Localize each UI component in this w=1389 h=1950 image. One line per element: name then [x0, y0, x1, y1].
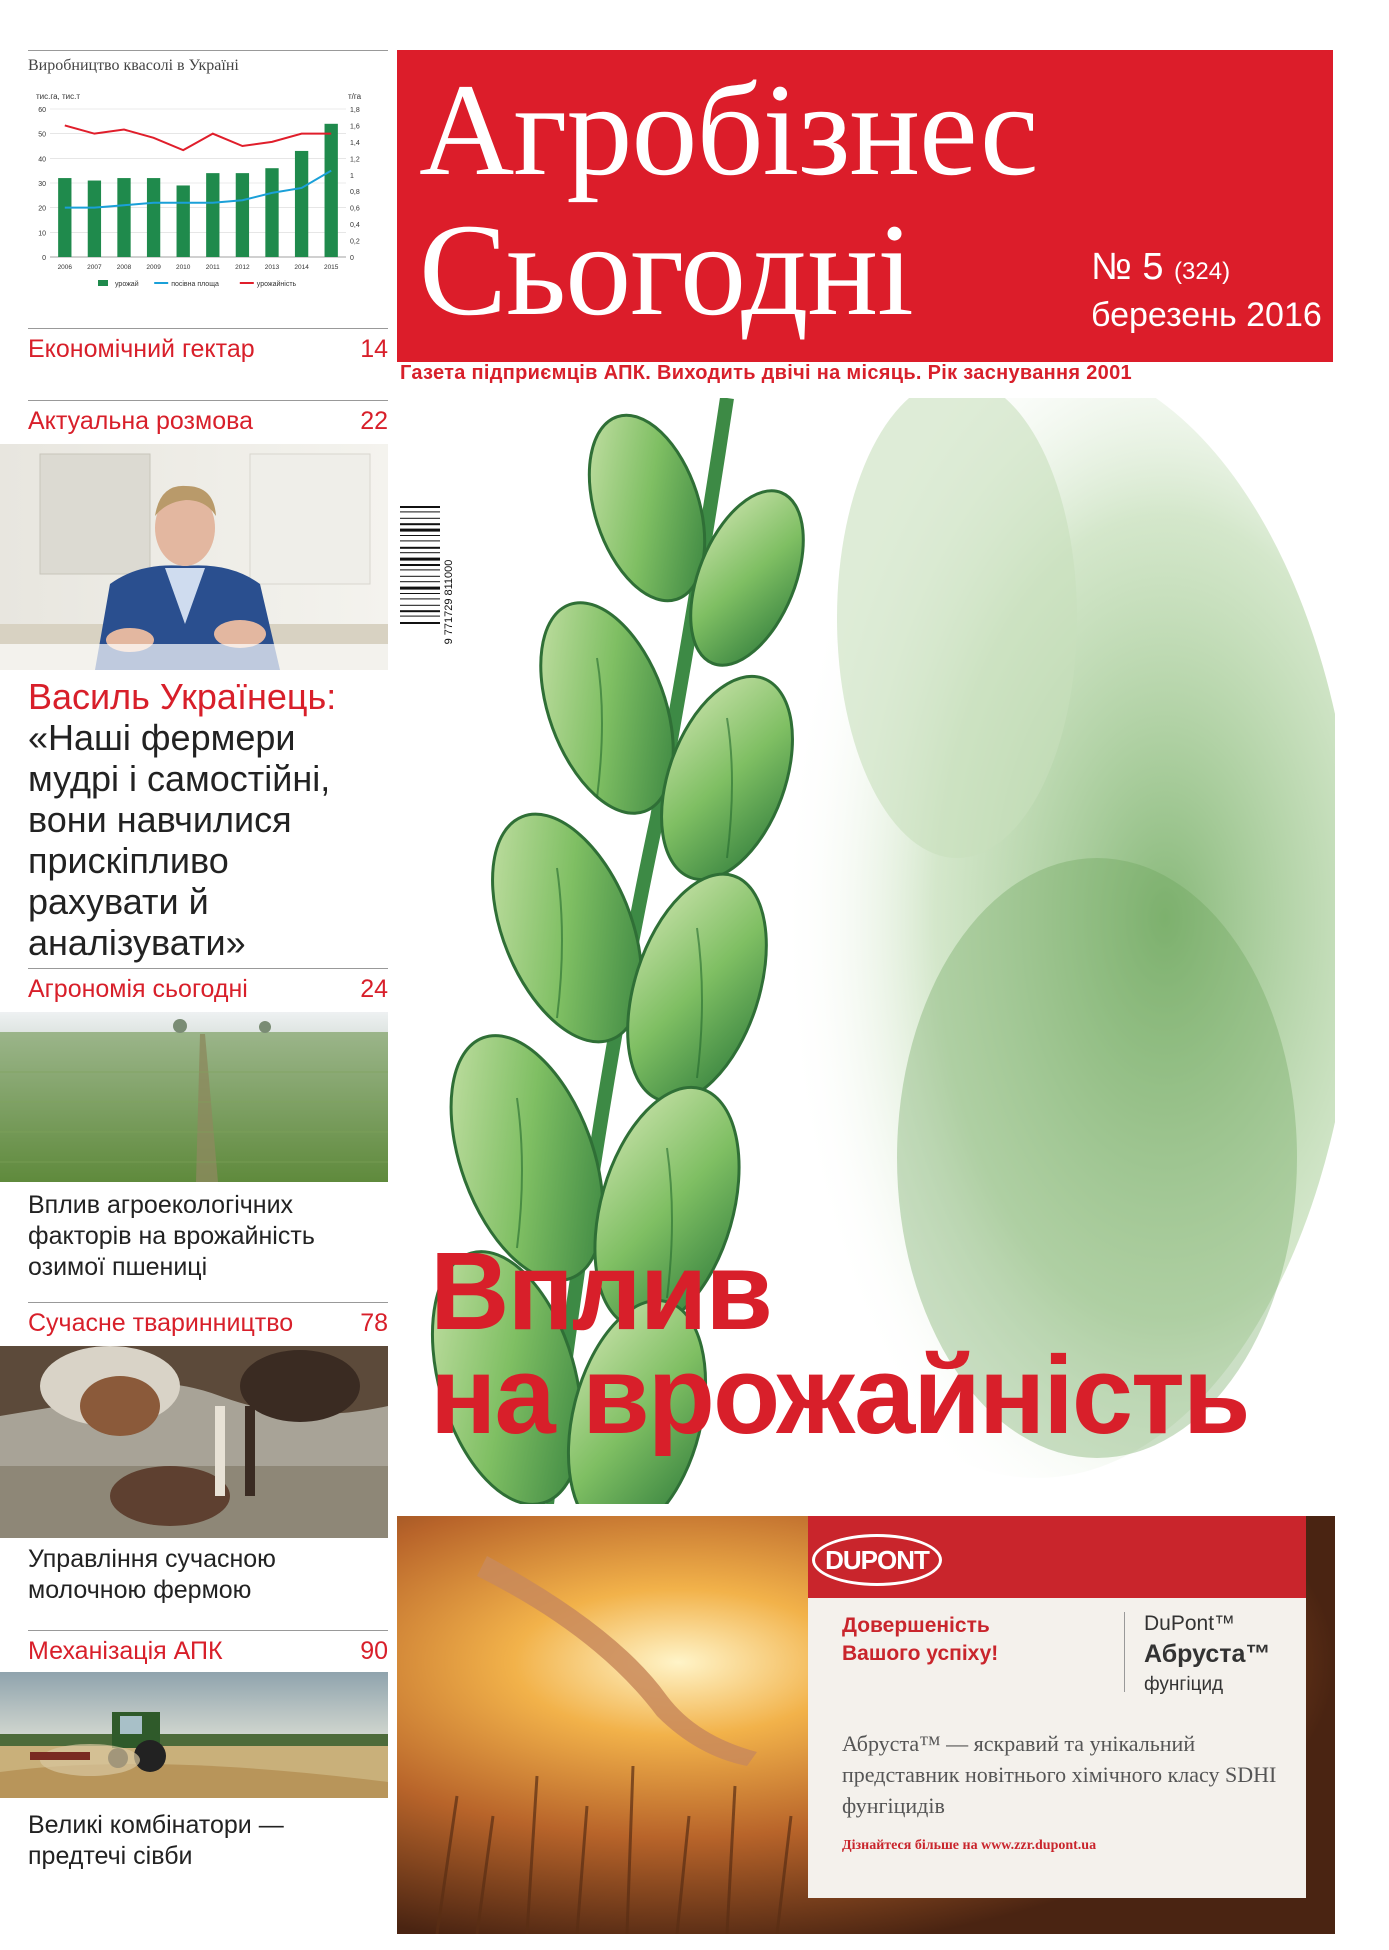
- masthead-title-line1: Агробізнес: [419, 56, 1038, 203]
- barcode-bar: [400, 622, 440, 624]
- barcode-bar: [400, 558, 440, 561]
- masthead: [397, 50, 1333, 362]
- barcode-bar: [400, 616, 440, 617]
- section-mechanization[interactable]: [28, 1630, 388, 1668]
- right-tick-label: 1,2: [350, 156, 360, 164]
- bean-production-chart: [28, 50, 388, 320]
- bar-2007: [88, 181, 101, 257]
- right-tick-label: 1,8: [350, 107, 360, 114]
- barcode-bar: [400, 587, 440, 590]
- section-label: Агрономія сьогодні: [28, 975, 248, 1003]
- legend-label: урожайність: [256, 281, 297, 288]
- right-tick-label: 0,2: [350, 238, 360, 246]
- barcode: [398, 502, 462, 702]
- interviewee-name: Василь Українець:: [28, 676, 337, 717]
- machinery-caption[interactable]: Великі комбінатори — предтечі сівби: [28, 1811, 284, 1870]
- x-tick-label: 2007: [87, 264, 102, 271]
- left-tick-label: 60: [38, 107, 46, 114]
- x-tick-label: 2010: [175, 264, 191, 271]
- left-tick-label: 30: [38, 181, 46, 188]
- bar-2008: [117, 178, 130, 257]
- section-page: 78: [360, 1309, 388, 1337]
- barcode-bar: [400, 547, 440, 549]
- section-economic-hectare[interactable]: [28, 328, 388, 366]
- section-agronomy[interactable]: [28, 968, 388, 1006]
- right-tick-label: 0,6: [350, 205, 360, 213]
- hero-headline[interactable]: [430, 1230, 1249, 1457]
- agronomy-caption[interactable]: Вплив агроекологічних факторів на врожайність озимої пшениці: [28, 1191, 315, 1281]
- legend-label: посівна площа: [171, 281, 219, 288]
- issue-number: [1091, 246, 1230, 289]
- section-label: Економічний гектар: [28, 335, 255, 363]
- barcode-bar: [400, 598, 440, 599]
- x-tick-label: 2015: [323, 264, 339, 271]
- interview-photo: [0, 444, 388, 670]
- barcode-bar: [400, 605, 440, 606]
- right-tick-label: 1,4: [350, 139, 360, 147]
- barcode-bar: [400, 511, 440, 512]
- ad-url[interactable]: Дізнайтеся більше на www.zzr.dupont.ua: [842, 1838, 1097, 1853]
- section-label: Актуальна розмова: [28, 407, 253, 435]
- left-tick-label: 50: [38, 131, 46, 139]
- bar-2009: [147, 178, 160, 257]
- barcode-bar: [400, 593, 440, 594]
- tractor-photo: [0, 1672, 388, 1798]
- barcode-bar: [400, 610, 440, 612]
- left-tick-label: 10: [38, 230, 46, 238]
- ad-product-brand: DuPont™: [1144, 1612, 1236, 1635]
- legend-label: урожай: [115, 281, 139, 288]
- bar-2010: [177, 185, 190, 257]
- hero-headline-line1: Вплив: [430, 1230, 772, 1353]
- right-tick-label: 1,6: [350, 123, 360, 131]
- right-tick-label: 0: [350, 255, 354, 262]
- x-tick-label: 2012: [235, 264, 250, 271]
- right-tick-label: 0,4: [350, 222, 360, 230]
- barcode-bar: [400, 535, 440, 536]
- ad-slogan: Довершеність Вашого успіху!: [842, 1614, 999, 1665]
- ad-body-text: Абруста™ — яскравий та унікальний представник новітнього хімічного класу SDHI фунгіцидів: [842, 1731, 1277, 1818]
- wheat-field-photo: [0, 1012, 388, 1182]
- livestock-caption[interactable]: Управління сучасною молочною фермою: [28, 1545, 276, 1604]
- x-tick-label: 2006: [57, 264, 73, 271]
- bar-2014: [295, 151, 308, 257]
- barcode-bar: [400, 564, 440, 566]
- barcode-bar: [400, 569, 440, 570]
- x-tick-label: 2011: [205, 264, 220, 271]
- masthead-title-line2: Сьогодні: [419, 196, 913, 343]
- bar-2011: [206, 173, 219, 257]
- barcode-bar: [400, 506, 440, 508]
- ad-product-name: Абруста™: [1144, 1640, 1271, 1668]
- section-label: Сучасне тваринництво: [28, 1309, 294, 1337]
- barcode-bar: [400, 540, 440, 541]
- left-axis-label: тис.га, тис.т: [36, 92, 81, 101]
- ad-divider: [1124, 1612, 1125, 1692]
- barcode-bar: [400, 581, 440, 582]
- ad-product-type: фунгіцид: [1144, 1674, 1224, 1695]
- barcode-bar: [400, 552, 440, 553]
- barcode-bar: [400, 523, 440, 525]
- right-tick-label: 0,8: [350, 189, 360, 197]
- barcode-bar: [400, 518, 440, 519]
- section-livestock[interactable]: [28, 1302, 388, 1340]
- hero-headline-line2: на врожайність: [430, 1334, 1249, 1457]
- right-axis-label: т/га: [348, 92, 362, 101]
- tagline: Газета підприємців АПК. Виходить двічі на місяць. Рік заснування 2001: [400, 362, 1132, 384]
- bar-2012: [236, 173, 249, 257]
- chart-title: Виробництво квасолі в Україні: [28, 57, 239, 74]
- legend-swatch: [98, 280, 108, 286]
- bar-2015: [325, 124, 338, 257]
- cows-photo: [0, 1346, 388, 1538]
- line-series: [65, 125, 331, 150]
- barcode-number: 9 771729 811000: [443, 559, 455, 645]
- section-page: 22: [360, 407, 388, 435]
- left-tick-label: 40: [38, 156, 46, 164]
- issue-date: березень 2016: [1091, 296, 1322, 334]
- bar-2006: [58, 178, 71, 257]
- issue-prefix: № 5: [1091, 246, 1164, 288]
- section-page: 90: [360, 1637, 388, 1665]
- right-tick-label: 1: [350, 172, 354, 180]
- section-page: 14: [360, 335, 388, 363]
- section-actual-talk[interactable]: [28, 400, 388, 438]
- interview-quote-block[interactable]: [28, 676, 388, 963]
- bar-2013: [265, 168, 278, 257]
- interview-quote: «Наші фермери мудрі і самостійні, вони навчилися прискіпливо рахувати й аналізувати»: [28, 717, 331, 963]
- x-tick-label: 2013: [264, 264, 280, 271]
- x-tick-label: 2009: [146, 264, 161, 271]
- dupont-logo[interactable]: DUPONT: [812, 1534, 942, 1586]
- x-tick-label: 2014: [294, 264, 309, 271]
- left-tick-label: 20: [38, 205, 46, 213]
- section-page: 24: [360, 975, 388, 1003]
- section-label: Механізація АПК: [28, 1637, 223, 1665]
- x-tick-label: 2008: [116, 264, 132, 271]
- barcode-bar: [400, 576, 440, 577]
- barcode-bar: [400, 529, 440, 532]
- issue-total: (324): [1174, 258, 1231, 285]
- left-tick-label: 0: [42, 255, 46, 262]
- line-series: [65, 171, 331, 208]
- chart-plot: [28, 87, 388, 321]
